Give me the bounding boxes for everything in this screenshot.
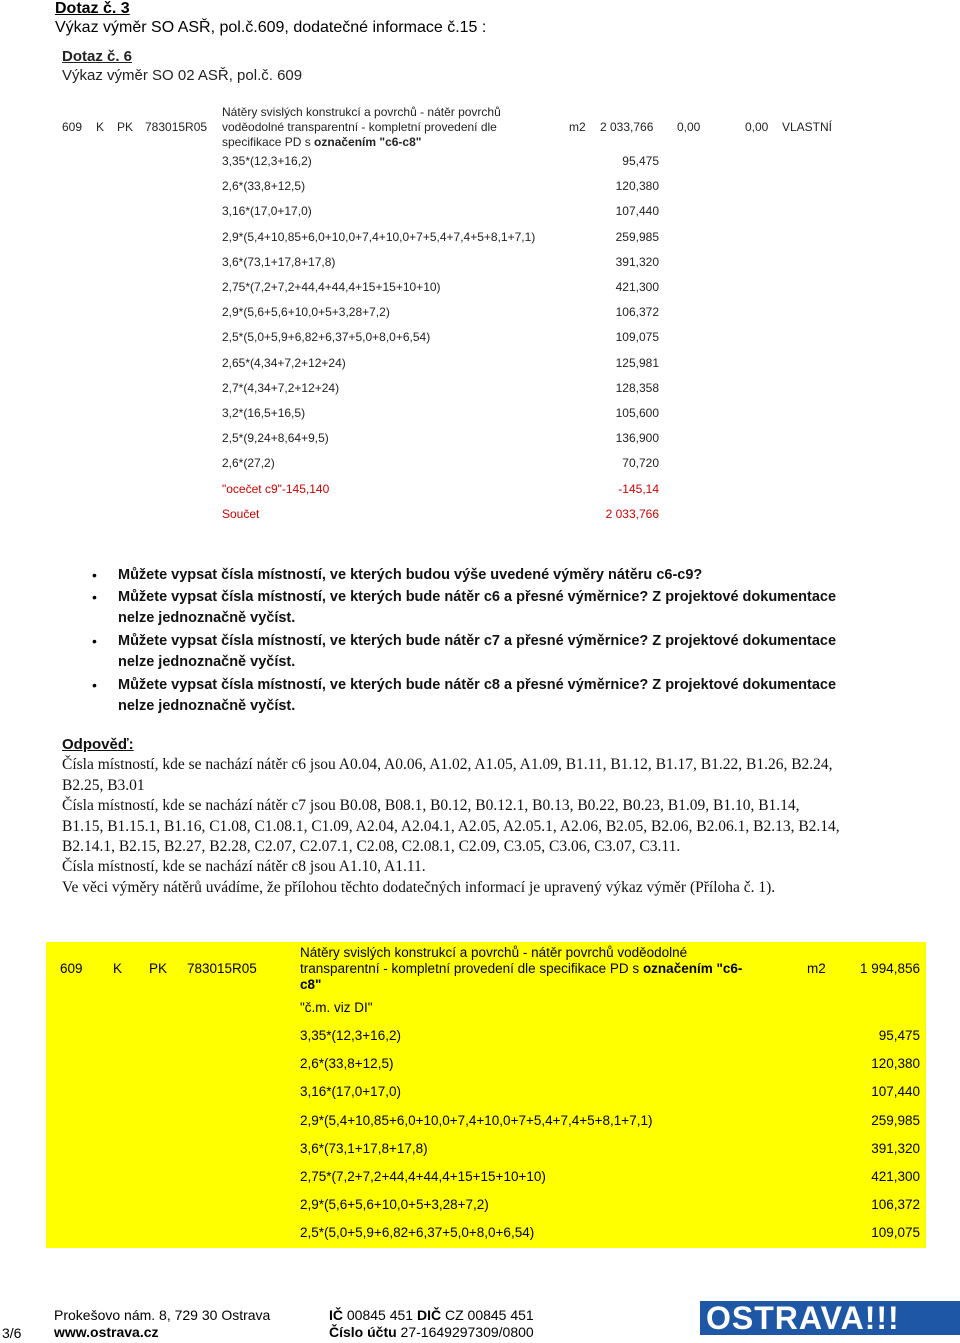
footer-account: [329, 1324, 534, 1340]
scan-row-expr: 2,6*(27,2): [222, 456, 275, 471]
scan-item-desc-2: voděodolné transparentní - kompletní provedení dle: [222, 120, 497, 134]
table-row-expr: 3,16*(17,0+17,0): [300, 1084, 401, 1100]
table-row-value: 95,475: [878, 1028, 920, 1043]
scan-row-expr: 2,9*(5,4+10,85+6,0+10,0+7,4+10,0+7+5,4+7,4+5+8,1+7,1): [222, 229, 536, 244]
scan-item-code: 783015R05: [145, 120, 208, 134]
scan-desc-bold: označením "c6-c8": [314, 135, 422, 149]
scan-row-value: 95,475: [622, 154, 659, 168]
table-item-pk: PK: [149, 961, 168, 976]
answer-c7: Čísla místností, kde se nachází nátěr c7 jsou B0.08, B08.1, B0.12, B0.12.1, B0.13, B0.22, B0.23, B1.09, B1.10, B1.14, B1.15, B1.15.1, B1.16, C1.08, C1.08.1, C1.09, A2.04, A2.04.1, A2.05, A2.05.1, A2.06, B2.05, B2.06, B2.06.1, B2.13, B2.14, B2.14.1, B2.15, B2.27, B2.28, C2.07, C2.07.1, C2.08, C2.08.1, C2.09, C3.05, C3.06, C3.07, C3.11.: [62, 797, 840, 856]
table-row-value: 120,380: [871, 1056, 920, 1072]
scan-row-value: 421,300: [615, 280, 659, 294]
scan-row-expr: 2,6*(33,8+12,5): [222, 179, 306, 194]
scan-row-expr: 2,75*(7,2+7,2+44,4+44,4+15+15+10+10): [222, 280, 441, 294]
scan-row-expr: 2,5*(5,0+5,9+6,82+6,37+5,0+8,0+6,54): [222, 330, 431, 345]
answer-c6: Čísla místností, kde se nachází nátěr c6 jsou A0.04, A0.06, A1.02, A1.05, A1.09, B1.11, B1.12, B1.17, B1.22, B1.26, B2.24, B2.25, B3.01: [62, 756, 833, 794]
table-qty: 1 994,856: [859, 961, 920, 976]
page-number: 3/6: [2, 1325, 22, 1341]
scan-row-value: 128,358: [615, 380, 659, 395]
scan-row-value: 70,720: [622, 456, 659, 471]
table-desc-plain: transparentní - kompletní provedení dle specifikace PD s: [300, 961, 643, 976]
table-row-expr: 3,6*(73,1+17,8+17,8): [300, 1140, 428, 1156]
account-label: Číslo účtu: [329, 1324, 397, 1340]
scan-red-value: 2 033,766: [605, 507, 659, 521]
scan-item-unit: m2: [569, 120, 586, 134]
scan-item-price: 0,00: [677, 120, 701, 134]
scan-red-value: -145,14: [618, 482, 659, 496]
table-item-code: 783015R05: [187, 961, 257, 976]
table-desc-line-3: c8": [300, 977, 322, 992]
table-note: "č.m. viz DI": [300, 1000, 373, 1015]
scanned-excerpt: [62, 48, 842, 528]
scan-row-value: 125,981: [615, 355, 659, 370]
table-row-value: 259,985: [871, 1112, 920, 1128]
revised-quantity-table: [46, 942, 926, 1248]
table-item-k: K: [113, 961, 123, 976]
scan-row-expr: 3,6*(73,1+17,8+17,8): [222, 254, 336, 269]
scan-subtitle: Výkaz výměr SO 02 ASŘ, pol.č. 609: [62, 67, 303, 84]
scan-row-expr: 3,16*(17,0+17,0): [222, 204, 312, 219]
table-row-value: 391,320: [871, 1140, 920, 1156]
question-item: Můžete vypsat čísla místností, ve kterých bude nátěr c7 a přesné výměrnice? Z projektové dokumentace nelze jednoznačně vyčíst.: [118, 633, 837, 670]
table-desc-line-1: Nátěry svislých konstrukcí a povrchů - nátěr povrchů voděodolné: [300, 945, 688, 960]
bullet-icon: •: [92, 633, 97, 649]
ostrava-logo: OSTRAVA!!!: [700, 1301, 960, 1335]
scan-red-expr: "ocečet c9"-145,140: [222, 482, 330, 496]
scan-row-expr: 2,7*(4,34+7,2+12+24): [222, 380, 340, 395]
answer-block: [62, 735, 842, 898]
dic-label: DIČ: [416, 1307, 442, 1323]
table-row-value: 421,300: [871, 1169, 920, 1184]
scan-title: Dotaz č. 6: [62, 48, 133, 65]
scan-row-expr: 2,65*(4,34+7,2+12+24): [222, 355, 346, 370]
scan-item-desc-1: Nátěry svislých konstrukcí a povrchů - nátěr povrchů: [222, 105, 501, 119]
answer-c8: Čísla místností, kde se nachází nátěr c8 jsou A1.10, A1.11.: [62, 858, 426, 876]
table-row-expr: 2,6*(33,8+12,5): [300, 1056, 394, 1072]
question-item: Můžete vypsat čísla místností, ve kterých budou výše uvedené výměry nátěru c6-c9?: [118, 567, 703, 583]
answer-title: Odpověď:: [62, 736, 134, 753]
question-item: Můžete vypsat čísla místností, ve kterých bude nátěr c6 a přesné výměrnice? Z projektové dokumentace nelze jednoznačně vyčíst.: [118, 589, 837, 626]
footer-ic: [329, 1307, 534, 1323]
scan-row-value: 391,320: [615, 254, 659, 269]
scan-row-value: 105,600: [615, 406, 659, 420]
ic-label: IČ: [329, 1307, 343, 1323]
scan-item-total: 0,00: [745, 120, 769, 134]
scan-row-value: 106,372: [615, 305, 659, 320]
scan-row-expr: 2,5*(9,24+8,64+9,5): [222, 431, 329, 446]
table-row-expr: 2,9*(5,6+5,6+10,0+5+3,28+7,2): [300, 1197, 489, 1213]
scan-item-qty: 2 033,766: [600, 120, 654, 134]
scan-item-pk: PK: [117, 120, 134, 134]
table-row-expr: 2,9*(5,4+10,85+6,0+10,0+7,4+10,0+7+5,4+7,4+5+8,1+7,1): [300, 1112, 653, 1128]
table-unit: m2: [807, 961, 826, 976]
table-row-expr: 2,5*(5,0+5,9+6,82+6,37+5,0+8,0+6,54): [300, 1225, 535, 1241]
table-row-expr: 3,35*(12,3+16,2): [300, 1028, 401, 1043]
scan-row-value: 120,380: [615, 179, 659, 194]
document-subtitle: Výkaz výměr SO ASŘ, pol.č.609, dodatečné informace č.15 :: [55, 19, 487, 36]
scan-item-source: VLASTNÍ: [782, 120, 833, 134]
scan-item-num: 609: [62, 120, 83, 134]
table-row-value: 106,372: [871, 1197, 920, 1213]
footer-address: Prokešovo nám. 8, 729 30 Ostrava: [54, 1307, 271, 1323]
scan-desc-plain: specifikace PD s: [222, 135, 315, 149]
bullet-icon: •: [92, 567, 97, 583]
answer-note: Ve věci výměry nátěrů uvádíme, že přílohou těchto dodatečných informací je upravený výkaz výměr (Příloha č. 1).: [62, 878, 776, 896]
scan-row-expr: 2,9*(5,6+5,6+10,0+5+3,28+7,2): [222, 305, 390, 320]
bullet-icon: •: [92, 589, 97, 605]
scan-row-value: 107,440: [615, 204, 659, 219]
table-item-num: 609: [60, 961, 83, 976]
scan-row-expr: 3,35*(12,3+16,2): [222, 154, 312, 168]
dic-value: CZ 00845 451: [441, 1307, 534, 1323]
scan-row-value: 259,985: [615, 229, 659, 244]
document-title: Dotaz č. 3: [55, 0, 130, 17]
account-value: 27-1649297309/0800: [396, 1324, 534, 1340]
table-desc-line-2: [300, 961, 742, 976]
footer-web-link[interactable]: www.ostrava.cz: [54, 1324, 159, 1340]
ic-value: 00845 451: [343, 1307, 417, 1323]
scan-item-desc-3: [222, 135, 421, 149]
scan-row-value: 136,900: [615, 431, 659, 446]
bullet-icon: •: [92, 677, 97, 693]
question-item: Můžete vypsat čísla místností, ve kterých bude nátěr c8 a přesné výměrnice? Z projektové dokumentace nelze jednoznačně vyčíst.: [118, 677, 837, 714]
table-desc-bold: označením "c6-: [642, 961, 743, 976]
table-row-expr: 2,75*(7,2+7,2+44,4+44,4+15+15+10+10): [300, 1169, 546, 1184]
scan-red-expr: Součet: [222, 507, 260, 521]
scan-row-expr: 3,2*(16,5+16,5): [222, 406, 306, 420]
scan-item-k: K: [96, 120, 105, 134]
table-row-value: 107,440: [871, 1084, 920, 1100]
scan-row-value: 109,075: [615, 330, 659, 345]
table-row-value: 109,075: [871, 1225, 920, 1241]
